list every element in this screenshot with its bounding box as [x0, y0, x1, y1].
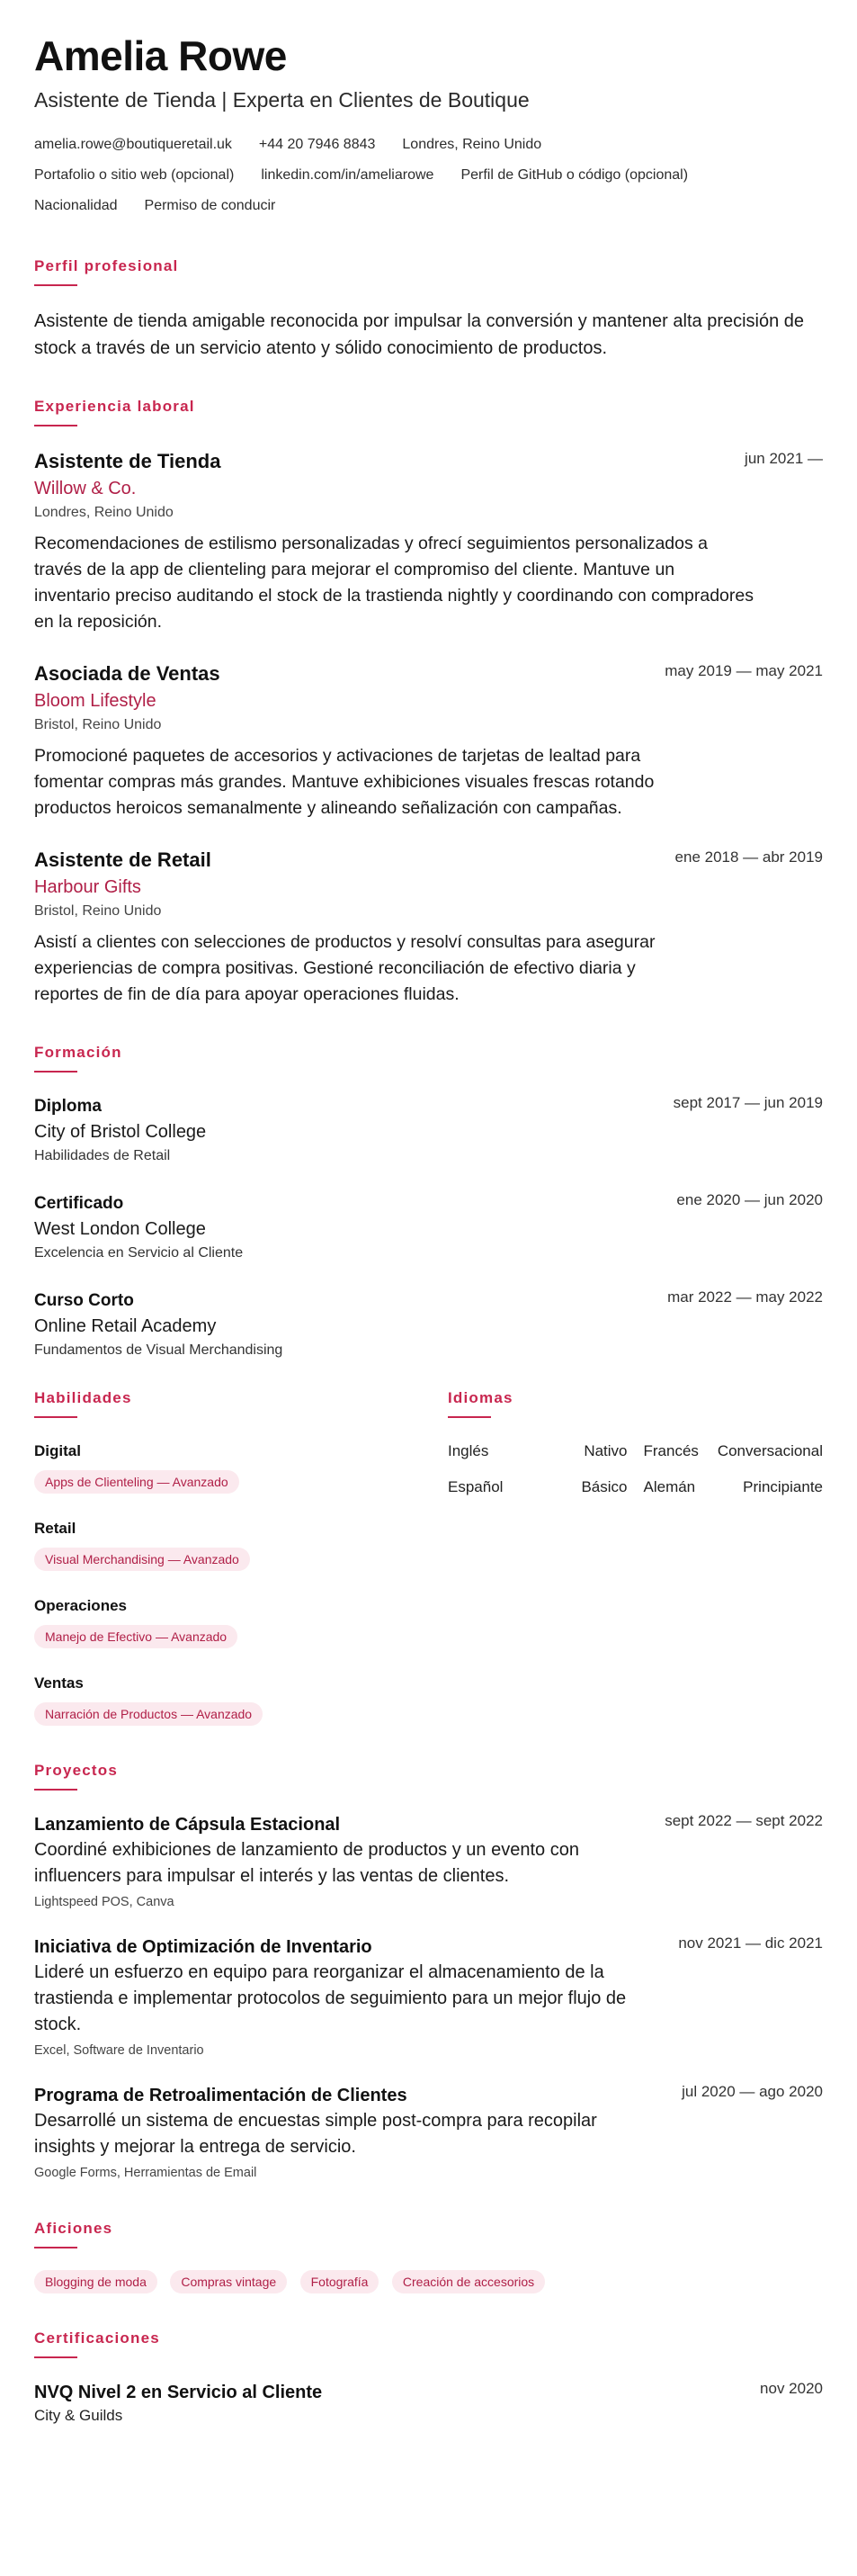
project-date: jul 2020 — ago 2020 — [682, 2083, 823, 2100]
section-divider — [34, 2247, 77, 2248]
job-location: Londres, Reino Unido — [34, 505, 174, 520]
summary-text: Asistente de tienda amigable reconocida por impulsar la conversión y mantener alta precisión de stock a través de un servicio atento y sólido conocimiento de productos. — [34, 311, 805, 358]
section-divider — [34, 1071, 77, 1073]
project-title: Programa de Retroalimentación de Clientes — [34, 2086, 407, 2105]
resume-header — [34, 31, 823, 221]
projects-section — [34, 1762, 823, 2184]
skill-pill: Manejo de Efectivo — Avanzado — [34, 1625, 237, 1648]
hobbies-list — [34, 2263, 823, 2293]
section-divider — [34, 425, 77, 426]
skills-section — [34, 1389, 412, 1726]
certification-issuer: City & Guilds — [34, 2407, 123, 2424]
linkedin-link[interactable]: linkedin.com/in/ameliarowe — [261, 167, 434, 183]
job-entry — [34, 660, 823, 821]
job-title: Asistente de Retail — [34, 848, 211, 871]
contact-row-2 — [34, 160, 823, 191]
languages-section — [448, 1389, 823, 1726]
section-title: Proyectos — [34, 1762, 119, 1779]
skill-group-name: Digital — [34, 1442, 81, 1459]
section-divider — [34, 1789, 77, 1791]
certification-title: NVQ Nivel 2 en Servicio al Cliente — [34, 2383, 323, 2402]
project-date: sept 2022 — sept 2022 — [665, 1812, 823, 1829]
languages-grid — [448, 1440, 823, 1499]
job-title: Asistente de Tienda — [34, 450, 221, 472]
job-entry — [34, 448, 823, 635]
project-description: Lideré un esfuerzo en equipo para reorganizar el almacenamiento de la trastienda e implementar protocolos de seguimiento para un mejor flujo de stock. — [34, 1962, 627, 2034]
section-title: Perfil profesional — [34, 257, 179, 274]
language-item — [448, 1476, 628, 1499]
language-name: Francés — [643, 1442, 699, 1459]
job-date: jun 2021 — — [745, 450, 823, 467]
certification-entry — [34, 2380, 823, 2427]
skill-pill: Apps de Clienteling — Avanzado — [34, 1470, 239, 1494]
driving-license-text: Permiso de conducir — [144, 198, 276, 213]
project-title: Lanzamiento de Cápsula Estacional — [34, 1815, 341, 1835]
education-section — [34, 1044, 823, 1362]
job-date: ene 2018 — abr 2019 — [674, 848, 823, 866]
section-title: Aficiones — [34, 2220, 113, 2237]
contact-row-1 — [34, 130, 823, 160]
section-divider — [34, 1416, 77, 1418]
project-title: Iniciativa de Optimización de Inventario — [34, 1937, 372, 1957]
language-name: Alemán — [643, 1478, 696, 1495]
section-title: Experiencia laboral — [34, 398, 195, 415]
skill-pill: Visual Merchandising — Avanzado — [34, 1548, 250, 1571]
education-date: sept 2017 — jun 2019 — [673, 1094, 823, 1111]
job-company: Willow & Co. — [34, 479, 137, 498]
job-description: Promocioné paquetes de accesorios y activaciones de tarjetas de lealtad para fomentar compras más grandes. Mantuve exhibiciones visuales frescas rotando productos heroicos semanalmente y alineando señalización con campañas. — [34, 746, 655, 818]
summary-section — [34, 257, 823, 362]
certification-date: nov 2020 — [760, 2380, 823, 2397]
skill-group-name: Operaciones — [34, 1597, 127, 1614]
hobby-pill: Fotografía — [300, 2270, 379, 2293]
education-entry — [34, 1094, 823, 1168]
education-school: West London College — [34, 1219, 206, 1239]
github-link[interactable]: Perfil de GitHub o código (opcional) — [460, 167, 689, 183]
contact-row-3 — [34, 191, 823, 221]
section-title: Formación — [34, 1044, 122, 1061]
job-title: Asociada de Ventas — [34, 662, 220, 685]
language-name: Español — [448, 1478, 504, 1495]
job-description: Recomendaciones de estilismo personalizadas y ofrecí seguimientos personalizados a través de la app de clienteling para mejorar el compromiso del cliente. Mantuve un inventario preciso auditando el stock de la trastienda nightly y coordinando con compradores en la reposición. — [34, 534, 754, 632]
hobby-pill: Blogging de moda — [34, 2270, 157, 2293]
job-entry — [34, 847, 823, 1008]
education-entry — [34, 1191, 823, 1265]
hobby-pill: Creación de accesorios — [392, 2270, 545, 2293]
hobby-pill: Compras vintage — [170, 2270, 287, 2293]
skill-group — [34, 1594, 412, 1648]
project-entry — [34, 2083, 823, 2184]
skill-group-name: Retail — [34, 1520, 76, 1537]
email-link[interactable]: amelia.rowe@boutiqueretail.uk — [34, 137, 232, 152]
certifications-section — [34, 2329, 823, 2427]
job-description: Asistí a clientes con selecciones de productos y resolví consultas para asegurar experiencias de compra positivas. Gestioné reconciliación de efectivo diaria y reportes de fin de día para apoyar operaciones fluidas. — [34, 932, 656, 1004]
candidate-name: Amelia Rowe — [34, 32, 287, 79]
education-field: Excelencia en Servicio al Cliente — [34, 1245, 244, 1261]
language-level: Nativo — [584, 1442, 628, 1459]
candidate-headline: Asistente de Tienda | Experta en Clientes de Boutique — [34, 88, 530, 112]
section-title: Certificaciones — [34, 2329, 160, 2347]
job-company: Harbour Gifts — [34, 877, 141, 897]
language-level: Conversacional — [717, 1442, 823, 1459]
education-date: ene 2020 — jun 2020 — [676, 1191, 823, 1208]
project-entry — [34, 1934, 823, 2061]
skill-group — [34, 1440, 412, 1494]
language-level: Básico — [581, 1478, 628, 1495]
section-divider — [34, 284, 77, 286]
portfolio-link[interactable]: Portafolio o sitio web (opcional) — [34, 167, 235, 183]
job-company: Bloom Lifestyle — [34, 691, 156, 711]
education-degree: Curso Corto — [34, 1291, 134, 1310]
education-degree: Diploma — [34, 1097, 102, 1116]
project-tools: Google Forms, Herramientas de Email — [34, 2166, 257, 2180]
project-tools: Lightspeed POS, Canva — [34, 1895, 174, 1909]
project-date: nov 2021 — dic 2021 — [678, 1934, 823, 1952]
language-name: Inglés — [448, 1442, 489, 1459]
skills-languages-row — [34, 1389, 823, 1726]
job-location: Bristol, Reino Unido — [34, 903, 162, 919]
language-item — [448, 1440, 628, 1463]
section-title: Habilidades — [34, 1389, 132, 1406]
location-text: Londres, Reino Unido — [402, 137, 542, 152]
section-divider — [448, 1416, 491, 1418]
section-divider — [34, 2356, 77, 2358]
skill-pill: Narración de Productos — Avanzado — [34, 1702, 263, 1726]
language-item — [644, 1476, 824, 1499]
hobbies-section — [34, 2220, 823, 2293]
education-school: Online Retail Academy — [34, 1316, 217, 1336]
education-field: Fundamentos de Visual Merchandising — [34, 1342, 283, 1358]
project-description: Coordiné exhibiciones de lanzamiento de productos y un evento con influencers para impulsar el interés y las ventas de clientes. — [34, 1840, 579, 1886]
section-title: Idiomas — [448, 1389, 513, 1406]
phone-text: +44 20 7946 8843 — [258, 137, 376, 152]
project-tools: Excel, Software de Inventario — [34, 2043, 204, 2058]
skill-group-name: Ventas — [34, 1674, 84, 1692]
education-degree: Certificado — [34, 1194, 124, 1213]
nationality-text: Nacionalidad — [34, 198, 118, 213]
education-entry — [34, 1288, 823, 1362]
language-item — [644, 1440, 824, 1463]
job-date: may 2019 — may 2021 — [665, 662, 823, 679]
language-level: Principiante — [743, 1478, 823, 1495]
education-school: City of Bristol College — [34, 1122, 207, 1142]
experience-section — [34, 398, 823, 1008]
education-field: Habilidades de Retail — [34, 1148, 171, 1163]
skill-group — [34, 1517, 412, 1571]
project-entry — [34, 1812, 823, 1913]
skill-group — [34, 1672, 412, 1726]
project-description: Desarrollé un sistema de encuestas simple post-compra para recopilar insights y mejorar la entrega de servicio. — [34, 2111, 597, 2157]
job-location: Bristol, Reino Unido — [34, 717, 162, 732]
education-date: mar 2022 — may 2022 — [667, 1288, 823, 1306]
